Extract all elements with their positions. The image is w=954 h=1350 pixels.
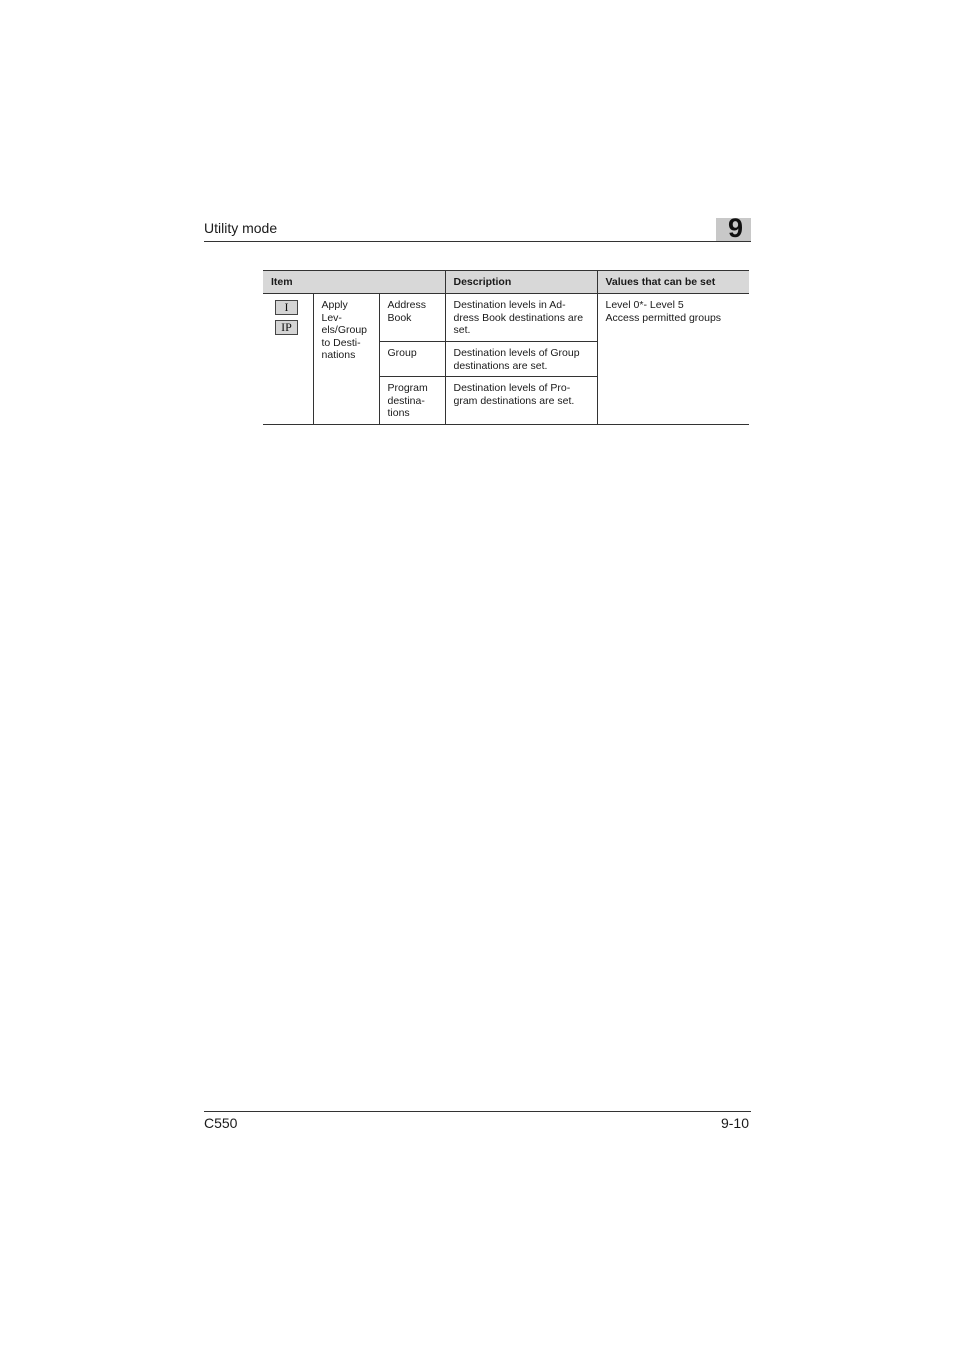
section-title: Utility mode [204, 220, 278, 236]
footer-divider [204, 1111, 751, 1112]
mode-icons-cell [263, 294, 313, 425]
column-header-item: Item [263, 271, 445, 294]
item-name-cell: Apply Lev- els/Group to Desti- nations [313, 294, 379, 425]
table-row [263, 294, 749, 342]
description-group: Destination levels of Group destinations are set. [445, 342, 597, 377]
i-mode-icon: I [275, 300, 298, 315]
header-divider [204, 241, 751, 242]
column-header-values: Values that can be set [597, 271, 749, 294]
table-header-row [263, 271, 749, 294]
chapter-number: 9 [728, 213, 744, 243]
column-header-description: Description [445, 271, 597, 294]
settings-table [263, 270, 749, 425]
values-level-range: Level 0*- Level 5 [605, 299, 684, 311]
sub-item-program: Program destina- tions [379, 377, 445, 425]
values-access-groups: Access permitted groups [605, 311, 722, 324]
sub-item-group: Group [379, 342, 445, 377]
sub-item-address-book: Address Book [379, 294, 445, 342]
description-program: Destination levels of Pro- gram destinations are set. [445, 377, 597, 425]
description-address-book: Destination levels in Ad- dress Book destinations are set. [445, 294, 597, 342]
values-cell [597, 294, 749, 425]
footer-page-number: 9-10 [720, 1115, 749, 1131]
footer-model: C550 [204, 1115, 238, 1131]
ip-mode-icon: IP [275, 320, 298, 335]
